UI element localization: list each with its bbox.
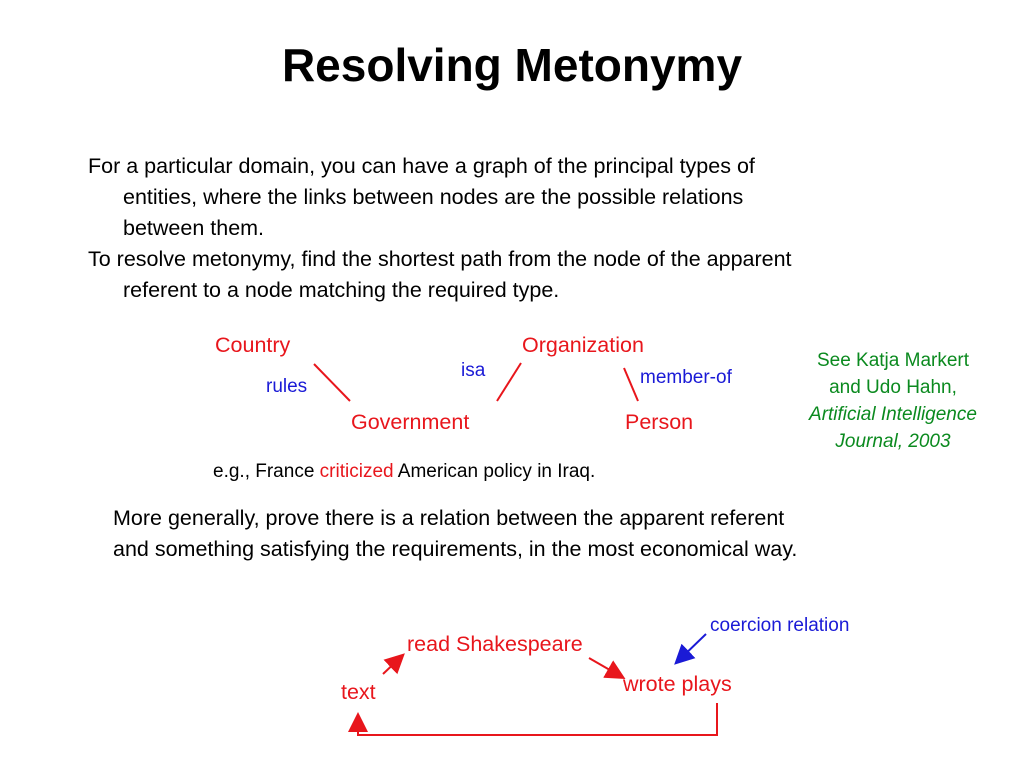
arrow-wrote-to-text: [358, 703, 717, 735]
link-government-organization: [497, 363, 521, 401]
bullet-line: To resolve metonymy, find the shortest path from the node of the apparent: [88, 247, 792, 271]
reference-journal: Artificial Intelligence: [809, 404, 977, 425]
general-line: and something satisfying the requirements, in the most economical way.: [113, 537, 798, 561]
example-sentence: [213, 461, 595, 483]
reference-line: See Katja Markert: [816, 350, 970, 371]
slide-title: Resolving Metonymy: [281, 39, 743, 91]
bullet-line: between them.: [123, 216, 265, 240]
node-government: Government: [351, 410, 470, 434]
node-organization: Organization: [522, 333, 644, 357]
coercion-wrote-plays: wrote plays: [623, 672, 732, 696]
relation-rules: rules: [266, 376, 308, 397]
arrow-read-to-wrote: [589, 658, 622, 677]
example-after: American policy in Iraq.: [393, 461, 596, 482]
general-line: More generally, prove there is a relation between the apparent referent: [113, 506, 785, 530]
link-country-government: [314, 364, 350, 401]
reference-line: and Udo Hahn,: [829, 377, 957, 398]
bullet-line: referent to a node matching the required type.: [123, 278, 560, 302]
bullet-line: For a particular domain, you can have a graph of the principal types of: [88, 154, 755, 178]
example-highlight: criticized: [319, 461, 394, 482]
arrow-coercion-relation: [677, 634, 706, 662]
bullet-line: entities, where the links between nodes are the possible relations: [123, 185, 744, 209]
relation-member-of: member-of: [640, 367, 732, 388]
link-organization-person: [624, 368, 638, 401]
relation-isa: isa: [461, 360, 486, 381]
coercion-relation-label: coercion relation: [710, 615, 850, 636]
coercion-text: text: [341, 680, 376, 704]
coercion-read-shakespeare: read Shakespeare: [407, 632, 583, 656]
reference-citation: [778, 347, 1008, 455]
arrow-text-to-read: [383, 656, 402, 674]
node-country: Country: [215, 333, 291, 357]
general-statement: [113, 503, 797, 565]
example-before: e.g., France: [213, 461, 320, 482]
node-person: Person: [625, 410, 694, 434]
reference-journal-year: Journal, 2003: [835, 431, 951, 452]
